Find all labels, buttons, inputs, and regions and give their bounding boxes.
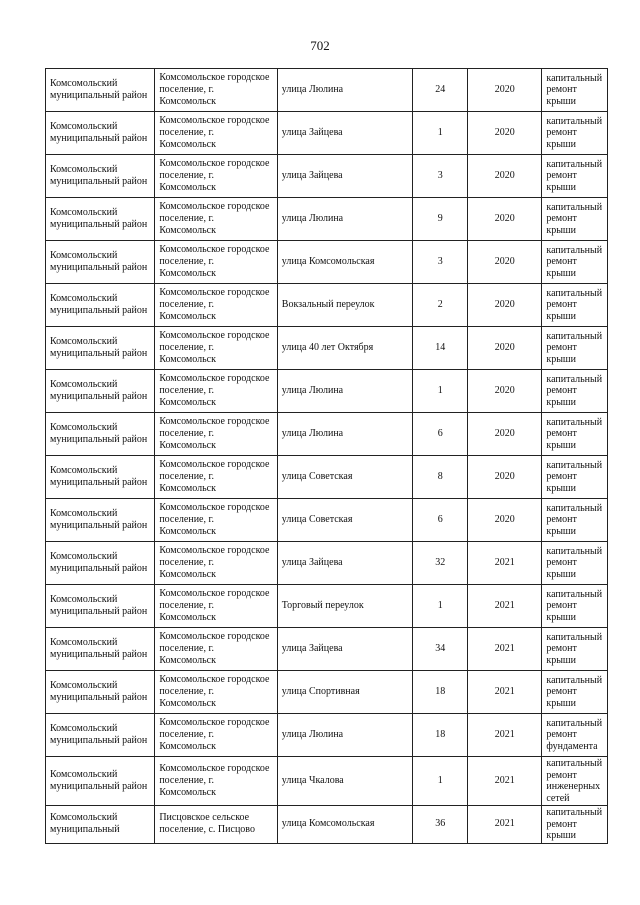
- work-type-cell: капитальный ремонт крыши: [542, 241, 608, 284]
- house-number-cell: 6: [413, 413, 468, 456]
- year-cell: 2021: [468, 714, 542, 757]
- street-cell: улица Зайцева: [277, 112, 413, 155]
- district-cell: Комсомольский муниципальный район: [46, 585, 155, 628]
- year-cell: 2020: [468, 499, 542, 542]
- settlement-cell: Комсомольское городское поселение, г. Комсомольск: [155, 198, 277, 241]
- table-row: [46, 757, 608, 806]
- district-cell: Комсомольский муниципальный район: [46, 370, 155, 413]
- house-number-cell: 36: [413, 806, 468, 844]
- year-cell: 2020: [468, 241, 542, 284]
- street-cell: улица 40 лет Октября: [277, 327, 413, 370]
- district-cell: Комсомольский муниципальный район: [46, 671, 155, 714]
- district-cell: Комсомольский муниципальный район: [46, 69, 155, 112]
- table-row: [46, 671, 608, 714]
- district-cell: Комсомольский муниципальный район: [46, 241, 155, 284]
- year-cell: 2020: [468, 69, 542, 112]
- settlement-cell: Комсомольское городское поселение, г. Комсомольск: [155, 456, 277, 499]
- house-number-cell: 32: [413, 542, 468, 585]
- settlement-cell: Комсомольское городское поселение, г. Комсомольск: [155, 69, 277, 112]
- house-number-cell: 6: [413, 499, 468, 542]
- work-type-cell: капитальный ремонт крыши: [542, 284, 608, 327]
- table-row: [46, 284, 608, 327]
- street-cell: улица Люлина: [277, 69, 413, 112]
- work-type-cell: капитальный ремонт крыши: [542, 413, 608, 456]
- house-number-cell: 3: [413, 241, 468, 284]
- settlement-cell: Комсомольское городское поселение, г. Комсомольск: [155, 327, 277, 370]
- house-number-cell: 8: [413, 456, 468, 499]
- table-row: [46, 69, 608, 112]
- work-type-cell: капитальный ремонт крыши: [542, 499, 608, 542]
- house-number-cell: 1: [413, 585, 468, 628]
- street-cell: улица Зайцева: [277, 542, 413, 585]
- table-row: [46, 806, 608, 844]
- year-cell: 2020: [468, 198, 542, 241]
- year-cell: 2021: [468, 757, 542, 806]
- work-type-cell: капитальный ремонт крыши: [542, 198, 608, 241]
- table-row: [46, 456, 608, 499]
- district-cell: Комсомольский муниципальный район: [46, 456, 155, 499]
- settlement-cell: Комсомольское городское поселение, г. Комсомольск: [155, 155, 277, 198]
- district-cell: Комсомольский муниципальный район: [46, 628, 155, 671]
- year-cell: 2021: [468, 542, 542, 585]
- street-cell: улица Зайцева: [277, 628, 413, 671]
- year-cell: 2020: [468, 112, 542, 155]
- work-type-cell: капитальный ремонт крыши: [542, 370, 608, 413]
- house-number-cell: 1: [413, 112, 468, 155]
- work-type-cell: капитальный ремонт крыши: [542, 112, 608, 155]
- street-cell: Вокзальный переулок: [277, 284, 413, 327]
- house-number-cell: 3: [413, 155, 468, 198]
- table-row: [46, 585, 608, 628]
- settlement-cell: Комсомольское городское поселение, г. Комсомольск: [155, 370, 277, 413]
- settlement-cell: Комсомольское городское поселение, г. Комсомольск: [155, 714, 277, 757]
- work-type-cell: капитальный ремонт крыши: [542, 456, 608, 499]
- district-cell: Комсомольский муниципальный: [46, 806, 155, 844]
- settlement-cell: Комсомольское городское поселение, г. Комсомольск: [155, 413, 277, 456]
- house-number-cell: 1: [413, 757, 468, 806]
- street-cell: улица Комсомольская: [277, 806, 413, 844]
- house-number-cell: 18: [413, 714, 468, 757]
- settlement-cell: Комсомольское городское поселение, г. Комсомольск: [155, 585, 277, 628]
- house-number-cell: 2: [413, 284, 468, 327]
- settlement-cell: Комсомольское городское поселение, г. Комсомольск: [155, 241, 277, 284]
- house-number-cell: 34: [413, 628, 468, 671]
- settlement-cell: Комсомольское городское поселение, г. Комсомольск: [155, 112, 277, 155]
- work-type-cell: капитальный ремонт крыши: [542, 542, 608, 585]
- street-cell: улица Чкалова: [277, 757, 413, 806]
- house-number-cell: 14: [413, 327, 468, 370]
- district-cell: Комсомольский муниципальный район: [46, 112, 155, 155]
- street-cell: улица Люлина: [277, 198, 413, 241]
- year-cell: 2021: [468, 585, 542, 628]
- table-body: [46, 69, 608, 844]
- work-type-cell: капитальный ремонт крыши: [542, 628, 608, 671]
- table-row: [46, 542, 608, 585]
- work-type-cell: капитальный ремонт инженерных сетей: [542, 757, 608, 806]
- district-cell: Комсомольский муниципальный район: [46, 714, 155, 757]
- work-type-cell: капитальный ремонт крыши: [542, 806, 608, 844]
- house-number-cell: 24: [413, 69, 468, 112]
- table-row: [46, 198, 608, 241]
- street-cell: улица Советская: [277, 456, 413, 499]
- year-cell: 2020: [468, 370, 542, 413]
- district-cell: Комсомольский муниципальный район: [46, 198, 155, 241]
- house-number-cell: 1: [413, 370, 468, 413]
- work-type-cell: капитальный ремонт крыши: [542, 585, 608, 628]
- table-row: [46, 155, 608, 198]
- settlement-cell: Комсомольское городское поселение, г. Комсомольск: [155, 284, 277, 327]
- table-row: [46, 370, 608, 413]
- district-cell: Комсомольский муниципальный район: [46, 327, 155, 370]
- district-cell: Комсомольский муниципальный район: [46, 284, 155, 327]
- work-type-cell: капитальный ремонт крыши: [542, 69, 608, 112]
- work-type-cell: капитальный ремонт фундамента: [542, 714, 608, 757]
- settlement-cell: Комсомольское городское поселение, г. Комсомольск: [155, 542, 277, 585]
- repair-schedule-table: [45, 68, 608, 844]
- table-row: [46, 714, 608, 757]
- street-cell: Торговый переулок: [277, 585, 413, 628]
- work-type-cell: капитальный ремонт крыши: [542, 671, 608, 714]
- street-cell: улица Советская: [277, 499, 413, 542]
- table-row: [46, 327, 608, 370]
- year-cell: 2020: [468, 413, 542, 456]
- street-cell: улица Комсомольская: [277, 241, 413, 284]
- house-number-cell: 9: [413, 198, 468, 241]
- street-cell: улица Зайцева: [277, 155, 413, 198]
- settlement-cell: Комсомольское городское поселение, г. Комсомольск: [155, 499, 277, 542]
- table-row: [46, 241, 608, 284]
- table-row: [46, 413, 608, 456]
- district-cell: Комсомольский муниципальный район: [46, 413, 155, 456]
- street-cell: улица Люлина: [277, 370, 413, 413]
- street-cell: улица Спортивная: [277, 671, 413, 714]
- street-cell: улица Люлина: [277, 714, 413, 757]
- settlement-cell: Комсомольское городское поселение, г. Комсомольск: [155, 757, 277, 806]
- page-number: 702: [310, 38, 330, 53]
- house-number-cell: 18: [413, 671, 468, 714]
- settlement-cell: Писцовское сельское поселение, с. Писцово: [155, 806, 277, 844]
- year-cell: 2020: [468, 327, 542, 370]
- settlement-cell: Комсомольское городское поселение, г. Комсомольск: [155, 671, 277, 714]
- district-cell: Комсомольский муниципальный район: [46, 155, 155, 198]
- district-cell: Комсомольский муниципальный район: [46, 542, 155, 585]
- table-row: [46, 112, 608, 155]
- settlement-cell: Комсомольское городское поселение, г. Комсомольск: [155, 628, 277, 671]
- table-row: [46, 499, 608, 542]
- table-row: [46, 628, 608, 671]
- year-cell: 2021: [468, 806, 542, 844]
- year-cell: 2020: [468, 284, 542, 327]
- work-type-cell: капитальный ремонт крыши: [542, 155, 608, 198]
- street-cell: улица Люлина: [277, 413, 413, 456]
- year-cell: 2020: [468, 456, 542, 499]
- work-type-cell: капитальный ремонт крыши: [542, 327, 608, 370]
- district-cell: Комсомольский муниципальный район: [46, 499, 155, 542]
- year-cell: 2020: [468, 155, 542, 198]
- year-cell: 2021: [468, 628, 542, 671]
- district-cell: Комсомольский муниципальный район: [46, 757, 155, 806]
- year-cell: 2021: [468, 671, 542, 714]
